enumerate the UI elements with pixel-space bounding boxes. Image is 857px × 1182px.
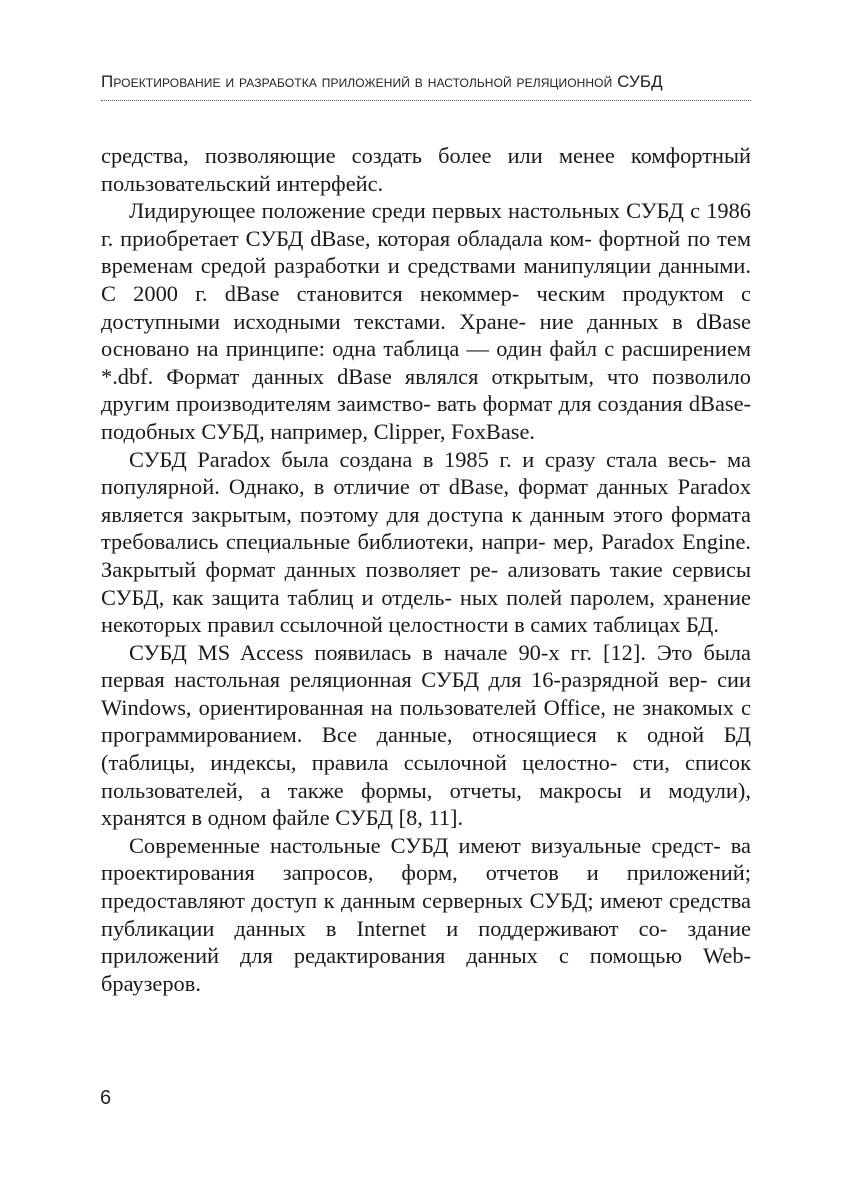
body-text [101,142,751,997]
paragraph-line: ма популярной. Однако, в отличие от dBase, формат данных [101,446,751,500]
paragraph-line: не знакомых с программированием. Все данные, относящиеся [101,694,751,748]
paragraph-line: целостности в самих таблицах БД. [388,612,719,638]
paragraph-line: средства, позволяющие создать более или менее комфортный [101,143,751,168]
paragraph-line: открытым, что позволило другим производителям заимство- [101,363,751,417]
paragraph-line: ние данных в dBase основано на принципе: одна таблица — [101,308,751,362]
running-head-title: роектирование и разработка приложений в настольной реляционной [113,72,613,91]
page-number: 6 [100,1087,112,1109]
paragraph-4 [101,639,751,832]
paragraph-2 [101,197,751,445]
paragraph-3 [101,446,751,639]
paragraph-line: фортной по тем временам средой разработки и средствами [101,225,751,279]
header-dotted-rule [101,100,751,101]
paragraph-line: и модули), хранятся в одном файле СУБД [8, 11]. [101,777,751,831]
paragraph-line: ва проектирования запросов, форм, отчетов и приложений; [101,832,751,886]
paragraph-line: ных полей паролем, хранение некоторых правил ссылочной [101,584,751,638]
paragraph-line: сии Windows, ориентированная на пользователей Office, [101,667,751,720]
paragraph-line: Clipper, FoxBase. [373,418,536,444]
paragraph-line: предоставляют доступ к данным серверных СУБД; имеют [101,888,663,914]
paragraph-line: первая настольная реляционная СУБД для 16-разрядной вер- [101,667,708,693]
running-head-end: СУБД [617,72,663,91]
paragraph-line: Web-браузеров. [101,943,751,996]
paragraph-line: манипуляции данными. С 2000 г. dBase становится некоммер- [101,253,752,306]
paragraph-line: Современные настольные СУБД имеют визуальные средст- [129,832,721,858]
paragraph-line: этого формата требовались специальные библиотеки, напри- [101,501,751,555]
paragraph-line: вать формат для создания dBase-подобных СУБД, например, [101,391,751,444]
paragraph-line: СУБД Paradox была создана в 1985 г. и сразу стала весь- [129,446,717,472]
paragraph-line: Лидирующее положение среди первых настольных СУБД [129,198,684,224]
paragraph-line: мер, Paradox Engine. Закрытый формат данных позволяет ре- [101,529,751,582]
paragraph-line: средства публикации данных в Internet и поддерживают со- [101,888,751,941]
paragraph-line: пользовательский интерфейс. [101,170,384,196]
paragraph-line: с 1986 г. приобретает СУБД dBase, которая обладала ком- [101,198,751,251]
paragraph-line: один файл с расширением *.dbf. Формат данных dBase являлся [101,336,751,389]
paragraph-line: здание приложений для редактирования данных с помощью [101,915,751,969]
paragraph-line: сти, список пользователей, а также формы, отчеты, макросы [101,750,751,803]
paragraph-line: Paradox является закрытым, поэтому для доступа к данным [101,474,751,527]
paragraph-5 [101,832,751,998]
paragraph-1 [101,142,751,197]
paragraph-line: ческим продуктом с доступными исходными текстами. Хране- [101,280,751,334]
running-head [101,70,751,94]
paragraph-line: к одной БД (таблицы, индексы, правила ссылочной целостно- [101,722,751,776]
running-head-initial: П [101,72,114,91]
paragraph-line: ализовать такие сервисы СУБД, как защита таблиц и отдель- [101,556,751,610]
paragraph-line: СУБД MS Access появилась в начале 90-х гг. [12]. Это была [129,639,751,665]
